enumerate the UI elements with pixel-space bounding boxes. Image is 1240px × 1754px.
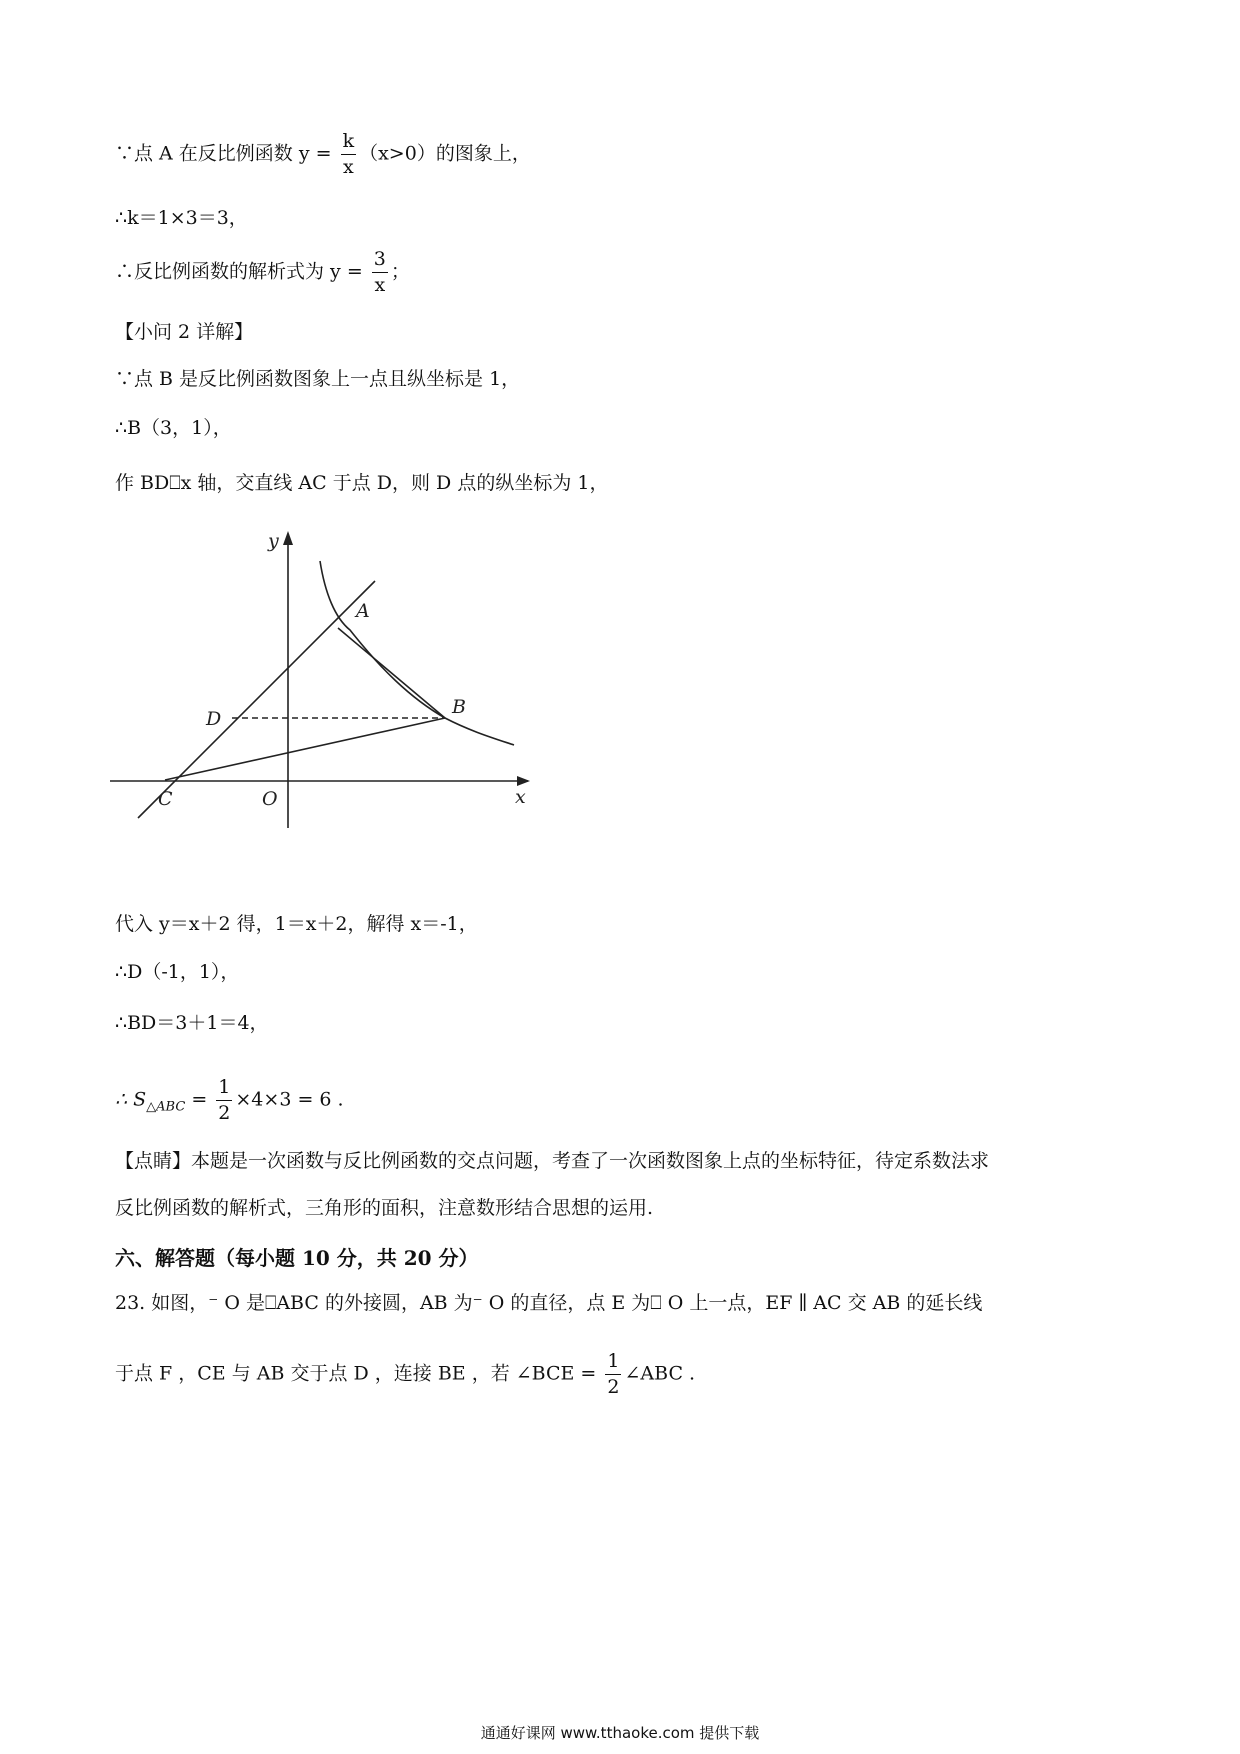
line-bd-length: ∴BD＝3＋1＝4，: [115, 1012, 269, 1034]
x-axis-arrow: [517, 776, 530, 786]
page-footer: 通通好课网 www.tthaoke.com 提供下载: [480, 1724, 760, 1742]
fraction-one-half: [605, 1352, 621, 1397]
fraction-numerator: k: [341, 132, 357, 155]
subscript: △ABC: [146, 1099, 186, 1115]
label-c: C: [158, 788, 173, 810]
question-23-line-1: 23. 如图，⁻ O 是⎕ABC 的外接圆，AB 为⁻ O 的直径，点 E 为⎕ O 上一点，EF ∥ AC 交 AB 的延长线: [115, 1292, 983, 1314]
line-triangle-area: [115, 1078, 344, 1123]
question-23-line-2: [115, 1352, 695, 1397]
y-axis-arrow: [283, 531, 293, 545]
label-b: B: [452, 696, 466, 718]
text-segment: ；: [390, 260, 410, 283]
line-point-b-condition: ∵点 B 是反比例函数图象上一点且纵坐标是 1，: [115, 368, 521, 390]
fraction-denominator: x: [374, 274, 386, 296]
label-x: x: [515, 786, 526, 808]
line-ac: [138, 581, 375, 818]
fraction-denominator: x: [342, 156, 354, 178]
label-a: A: [356, 600, 370, 622]
line-substitute: 代入 y＝x＋2 得，1＝x＋2，解得 x＝-1，: [115, 913, 478, 935]
fraction-numerator: 1: [216, 1078, 232, 1101]
segment-ab: [338, 628, 445, 718]
line-construct-bd: 作 BD⎕x 轴，交直线 AC 于点 D，则 D 点的纵坐标为 1，: [115, 472, 609, 494]
fraction-numerator: 1: [605, 1352, 621, 1375]
fraction-numerator: 3: [372, 250, 388, 273]
text-segment: 于点 F ，CE 与 AB 交于点 D ，连接 BE ，若 ∠BCE =: [115, 1362, 603, 1385]
text-segment: ∴ S: [115, 1088, 147, 1111]
text-segment: ∵点 A 在反比例函数 y =: [115, 142, 338, 165]
text-segment: =: [185, 1088, 214, 1111]
line-point-d-coords: ∴D（-1，1），: [115, 961, 240, 983]
section-heading: 六、解答题（每小题 10 分，共 20 分）: [115, 1246, 479, 1270]
text-segment: ∴反比例函数的解析式为 y =: [115, 260, 369, 283]
coordinate-figure: [110, 523, 540, 841]
fraction-k-over-x: [341, 132, 357, 177]
text-segment: （x>0）的图象上，: [359, 142, 531, 165]
subquestion-2-heading: 【小问 2 详解】: [115, 321, 254, 343]
fraction-denominator: 2: [218, 1102, 231, 1124]
label-d: D: [206, 708, 222, 730]
fraction-denominator: 2: [607, 1376, 620, 1398]
line-point-b-coords: ∴B（3，1），: [115, 417, 232, 439]
fraction-3-over-x: [372, 250, 388, 295]
line-k-value: ∴k＝1×3＝3，: [115, 207, 248, 229]
label-y: y: [268, 530, 279, 552]
text-segment: ×4×3 = 6 .: [235, 1088, 344, 1111]
line-comment-2: 反比例函数的解析式，三角形的面积，注意数形结合思想的运用.: [115, 1197, 654, 1219]
fraction-one-half: [216, 1078, 232, 1123]
line-point-a-on-curve: [115, 132, 531, 177]
line-comment-1: 【点睛】本题是一次函数与反比例函数的交点问题，考查了一次函数图象上点的坐标特征，待定系数法求: [115, 1150, 990, 1172]
text-segment: ∠ABC .: [624, 1362, 696, 1385]
line-function-expression: [115, 250, 410, 295]
label-o: O: [262, 788, 278, 810]
